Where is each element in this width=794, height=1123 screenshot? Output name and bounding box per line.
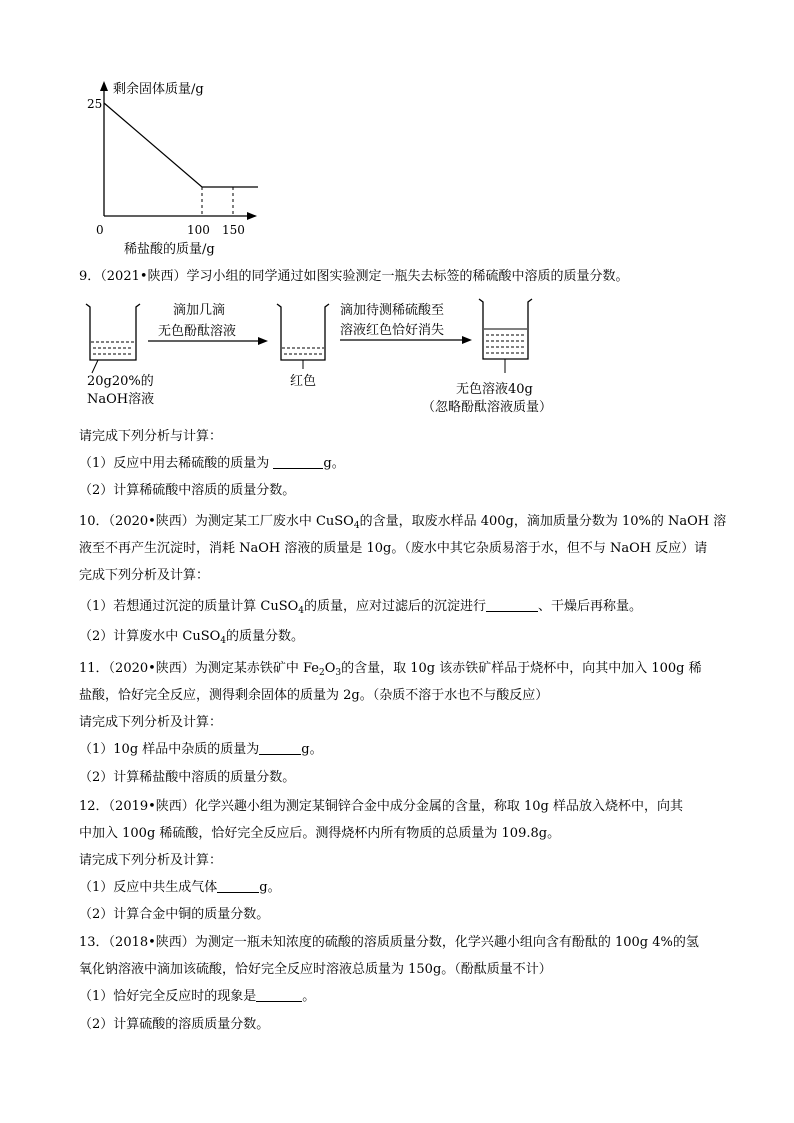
experiment-figure [78,296,598,420]
graph-x-tick-150: 150 [222,223,245,237]
q13-part-2: （2）计算硫酸的溶质质量分数。 [79,1017,270,1032]
arrow-1-label-1: 滴加几滴 [173,303,226,318]
arrow-2-label-1: 滴加待测稀硫酸至 [340,303,445,318]
q11-line-1: 11．（2020•陕西）为测定某赤铁矿中 $Fe_2O_3$的含量，取 10g 该赤铁矿样品于烧杯中，向其中加入 100g 稀 [79,661,702,678]
q9-prompt: 请完成下列分析与计算： [79,429,223,444]
mass-graph [78,76,278,266]
q12-part-1: （1）反应中共生成气体 g。 [79,880,281,895]
beaker-3 [479,299,532,373]
q13-line-2: 氧化钠溶液中滴加该硫酸，恰好完全反应时溶液总质量为 150g。（酚酞质量不计） [79,962,552,977]
answer-blank[interactable] [259,741,301,755]
q13-line-1: 13．（2018•陕西）为测定一瓶未知浓度的硫酸的溶质质量分数，化学兴趣小组向含有酚酞的 100g 4%的氢 [79,935,699,950]
q12-part-2: （2）计算合金中铜的质量分数。 [79,907,270,922]
q11-line-2: 盐酸，恰好完全反应，测得剩余固体的质量为 2g。（杂质不溶于水也不与酸反应） [79,688,549,703]
q12-line-1: 12．（2019•陕西）化学兴趣小组为测定某铜锌合金中成分金属的含量，称取 10g 样品放入烧杯中，向其 [79,799,683,814]
arrow-2-label-2: 溶液红色恰好消失 [340,323,445,338]
answer-blank[interactable] [217,879,259,893]
beaker-2 [277,304,329,369]
beaker-3-label-2: （忽略酚酞溶液质量） [422,400,553,415]
q9-part-2: （2）计算稀硫酸中溶质的质量分数。 [79,483,296,498]
answer-blank[interactable] [273,455,323,469]
answer-blank[interactable] [256,988,302,1002]
q10-line-1: 10．（2020•陕西）为测定某工厂废水中 CuSO$_4$的含量，取废水样品 400g，滴加质量分数为 10%的 NaOH 溶 [79,514,727,531]
q10-part-1: （1）若想通过沉淀的质量计算 CuSO$_4$的质量，应对过滤后的沉淀进行 、干燥后再称量。 [79,599,643,616]
beaker-1-label-1: 20g20%的 [87,374,154,389]
beaker-1-label-2: NaOH溶液 [87,392,155,407]
q10-line-3: 完成下列分析及计算： [79,568,210,583]
graph-origin: 0 [96,223,104,237]
beaker-3-label-1: 无色溶液40g [456,382,533,397]
q11-prompt: 请完成下列分析及计算： [79,715,223,730]
y-axis-arrow [100,81,108,91]
q12-line-2: 中加入 100g 稀硫酸，恰好完全反应后。测得烧杯内所有物质的总质量为 109.8g。 [79,826,561,841]
beaker-1 [86,304,140,373]
answer-blank[interactable] [486,598,538,612]
q10-part-2: （2）计算废水中 CuSO$_4$的质量分数。 [79,629,305,646]
q12-prompt: 请完成下列分析及计算： [79,853,223,868]
q11-part-1: （1）10g 样品中杂质的质量为 g。 [79,742,323,757]
q9-stem: 9．（2021•陕西）学习小组的同学通过如图实验测定一瓶失去标签的稀硫酸中溶质的质量分数。 [79,269,629,284]
beaker-2-label: 红色 [290,374,317,389]
graph-xlabel: 稀盐酸的质量/g [124,242,215,257]
q13-part-1: （1）恰好完全反应时的现象是 。 [79,989,316,1004]
graph-y-tick: 25 [87,97,103,111]
mass-curve [104,103,258,187]
q11-part-2: （2）计算稀盐酸中溶质的质量分数。 [79,770,296,785]
graph-ylabel: 剩余固体质量/g [113,82,204,97]
graph-x-tick-100: 100 [187,223,210,237]
arrow-1-label-2: 无色酚酞溶液 [158,324,237,339]
q10-line-2: 液至不再产生沉淀时，消耗 NaOH 溶液的质量是 10g。（废水中其它杂质易溶于水，但不与 NaOH 反应）请 [79,541,708,556]
x-axis-arrow [247,212,257,220]
q9-part-1: （1）反应中用去稀硫酸的质量为 g。 [79,456,345,471]
